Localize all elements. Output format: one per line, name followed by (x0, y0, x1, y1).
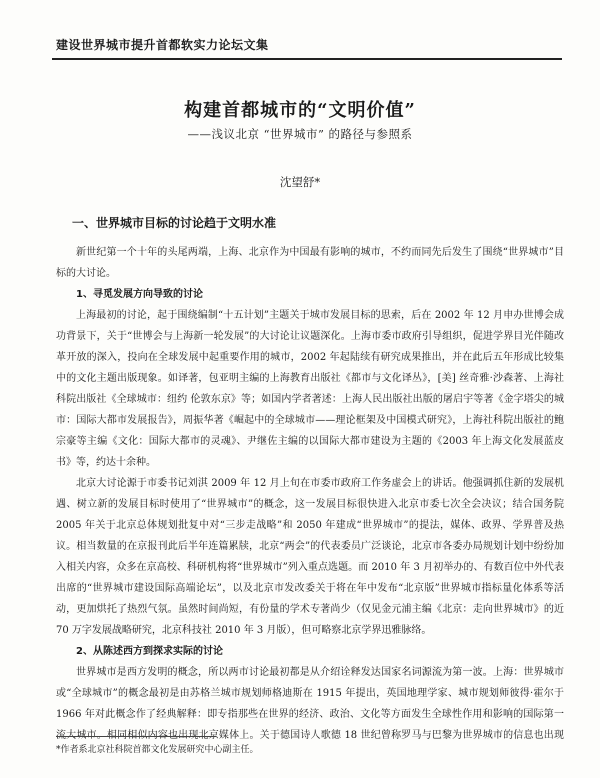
subheading-2: 2、从陈述西方到探求实际的讨论 (76, 646, 223, 657)
footnote: *作者系北京社科院首都文化发展研究中心副主任。 (56, 745, 259, 755)
paragraph-shanghai: 上海最初的讨论，起于围绕编制“十五计划”主题关于城市发展目标的思索，后在 2002 年 12 月申办世博会成功背景下，关于“世博会与上海新一轮发展”的大讨论让议题深化。上海市委市政府引导组织，促进学界目光伴随改革开放的深入，投向在全球发展中起重要作用的城市，2002 年起陆续有研究成果推出，并在此后五年形成比较集中的文化主题出版现象。如译著，包亚明主编的上海教育出版社《都市与文化译丛》，[美] 丝奇雅·沙森著、上海社科院出版社《全球城市：纽约 伦敦东京》等；如国内学者著述：上海人民出版社出版的屠启宇等著《金字塔尖的城市：国际大都市发展报告》，周振华著《崛起中的全球城市——理论框架及中国模式研究》，上海社科院出版社的鲍宗豪等主编《文化：国际大都市的灵魂》、尹继佐主编的以国际大都市建设为主题的《2003 年上海文化发展蓝皮书》等，约达十余种。 (56, 310, 564, 468)
article-title: 构建首都城市的“文明价值” (184, 100, 416, 121)
section-heading: 一、世界城市目标的讨论趋于文明水准 (72, 216, 277, 230)
author-name: 沈望舒* (279, 175, 321, 189)
running-header: 建设世界城市提升首都软实力论坛文集 (56, 38, 269, 52)
header-divider (52, 58, 562, 60)
footnote-divider (56, 736, 216, 737)
paragraph-origin: 世界城市是西方发明的概念，所以两市讨论最初都是从介绍诠释发达国家名词源流为第一波。上海：世界城市或“全球城市”的概念最初是由苏格兰城市规划师格迪斯在 1915 年提出，英国地理学家、城市规划师彼得·霍尔于 1966 年对此概念作了经典解释：即专指那些在世界的经济、政治、文化等方面发生全球性作用和影响的国际第一流大城市。相同相似内容也出现北京媒体上。关于德国诗人歌德 18 世纪曾称罗马与巴黎为世界城市的信息也出现 (56, 667, 564, 741)
paragraph-beijing: 北京大讨论源于市委书记刘淇 2009 年 12 月上旬在市委市政府工作务虚会上的讲话。他强调抓住新的发展机遇、树立新的发展目标时使用了“世界城市”的概念，这一发展目标很快进入北京市委七次全会决议；结合国务院 2005 年关于北京总体规划批复中对“三步走战略”和 2050 年建成“世界城市”的提法，媒体、政界、学界普及热议。相当数量的在京报刊此后半年连篇累牍，北京“两会”的代表委员广泛谈论，北京市各委办局规划计划中纷纷加入相关内容，众多在京高校、科研机构将“世界城市”列入重点选题。而 2010 年 3 月初举办的、有数百位中外代表出席的“世界城市建设国际高端论坛”，以及北京市发改委关于将在年中发布“北京版”世界城市指标量化体系等活动，更加烘托了热烈气氛。虽然时间尚短，有份量的学术专著尚少（仅见金元浦主编《北京：走向世界城市》的近 70 万字发展战略研究，北京科技社 2010 年 3 月版），但可略察北京学界迅雅脉络。 (56, 478, 564, 636)
subheading-1: 1、寻觅发展方向导致的讨论 (76, 289, 203, 300)
body-text (56, 242, 564, 746)
article-subtitle: ——浅议北京 “世界城市” 的路径与参照系 (187, 127, 413, 141)
intro-paragraph: 新世纪第一个十年的头尾两端，上海、北京作为中国最有影响的城市，不约而同先后发生了围绕“世界城市”目标的大讨论。 (56, 247, 564, 279)
